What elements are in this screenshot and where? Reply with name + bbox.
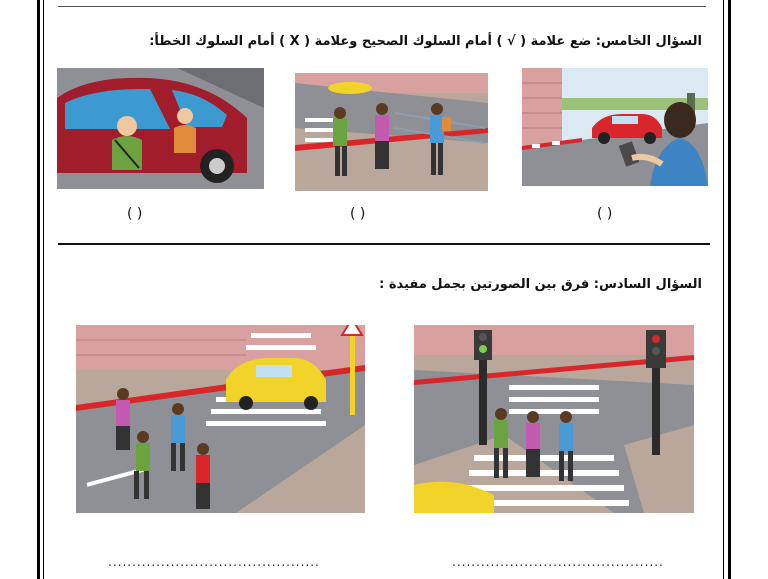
image-boy-phone-road: [522, 68, 708, 186]
image-children-running-taxi: [76, 325, 365, 513]
question-5-text: السؤال الخامس: ضع علامة ( √ ) أمام السلوك الصحيح وعلامة ( X ) أمام السلوك الخطأ:: [149, 34, 702, 49]
answer-blank-middle[interactable]: ( ): [350, 206, 366, 222]
image-children-crossing-barrier: [295, 73, 488, 191]
section-divider: [58, 243, 710, 245]
answer-line-right[interactable]: ............................................: [452, 555, 664, 569]
question-6-text: السؤال السادس: فرق بين الصورتين بجمل مفيدة :: [379, 277, 702, 292]
answer-blank-right[interactable]: ( ): [597, 206, 613, 222]
top-rule: [58, 6, 706, 7]
image-car-seatbelt: [57, 68, 264, 189]
image-crosswalk-traffic-lights: [414, 325, 694, 513]
answer-blank-left[interactable]: ( ): [127, 206, 143, 222]
answer-line-left[interactable]: ............................................: [108, 555, 320, 569]
